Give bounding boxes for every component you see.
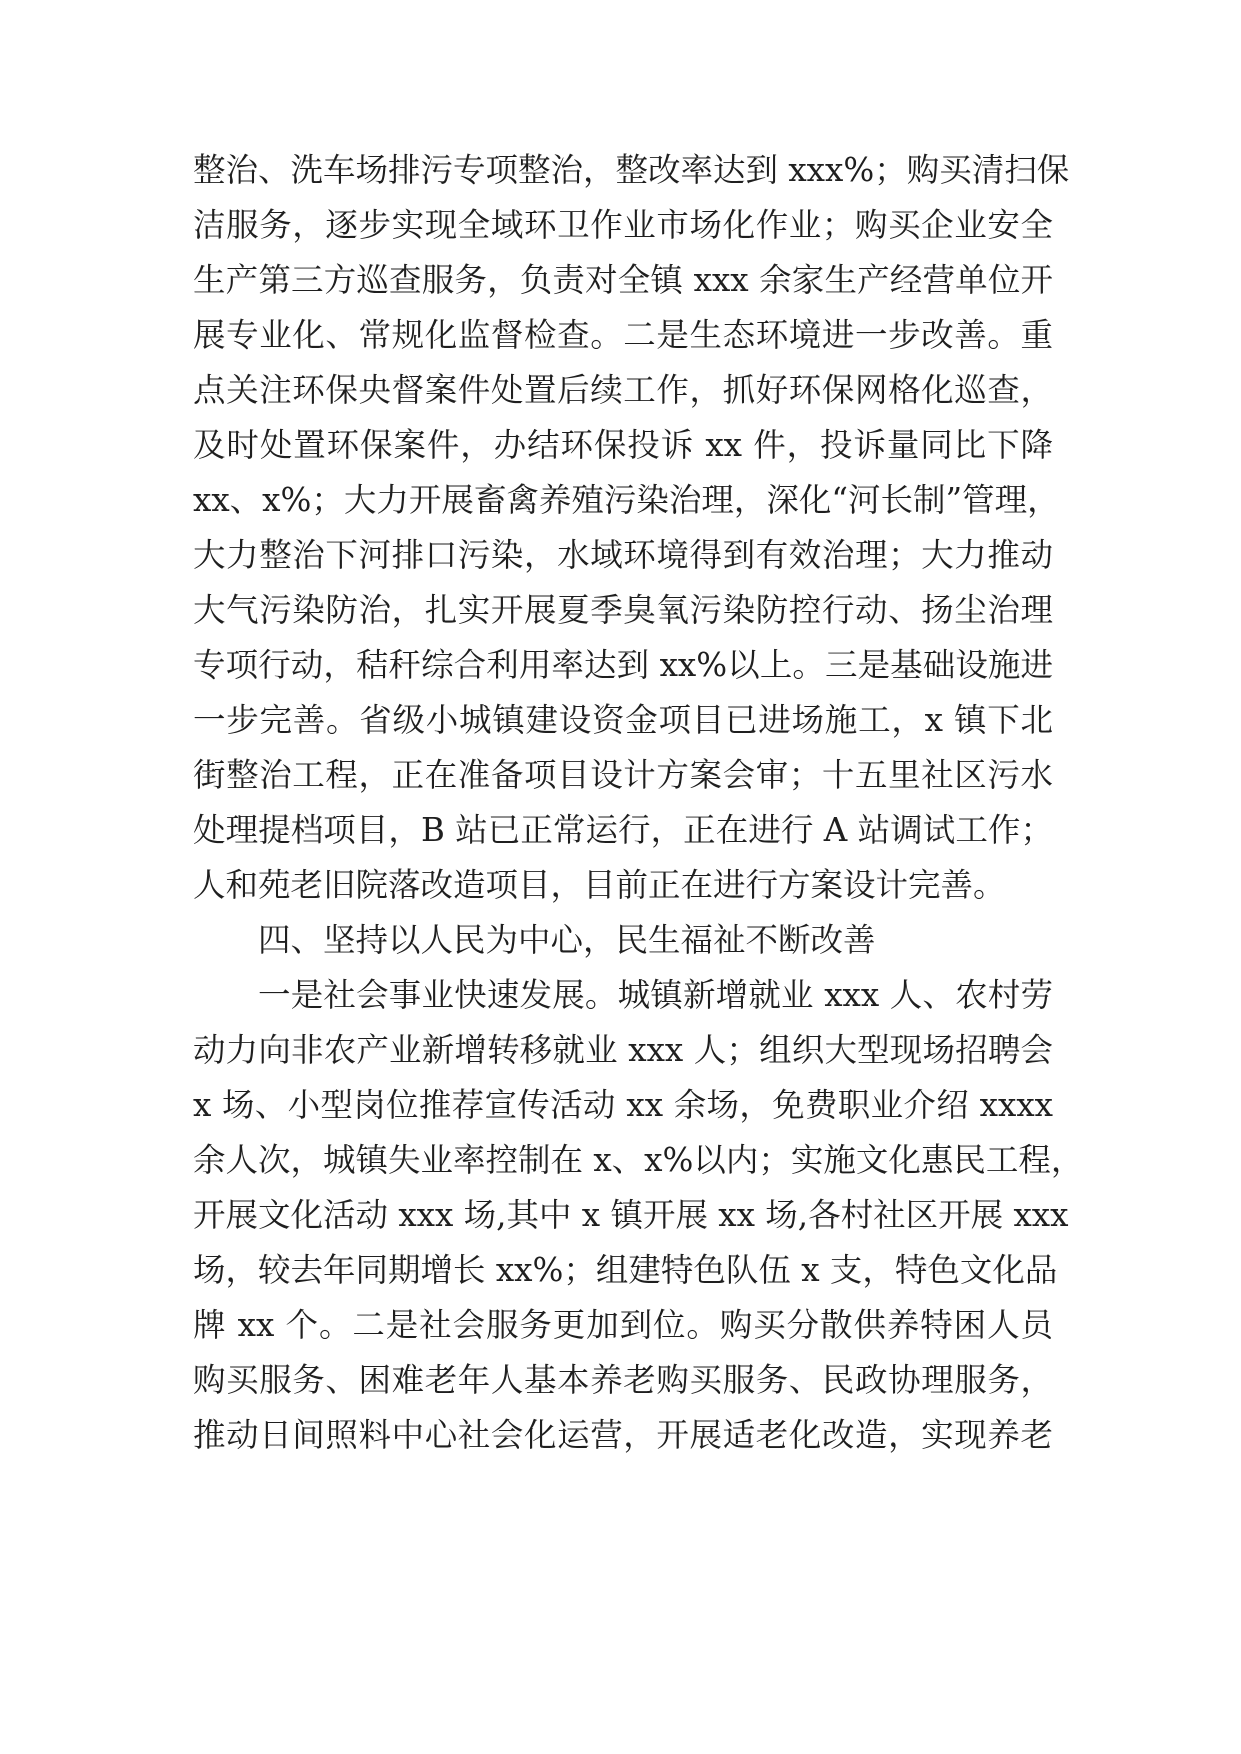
text-line: 一步完善。省级小城镇建设资金项目已进场施工，x 镇下北 bbox=[193, 701, 1053, 739]
text-line: 生产第三方巡查服务，负责对全镇 xxx 余家生产经营单位开 bbox=[193, 261, 1053, 299]
text-line: 余人次，城镇失业率控制在 x、x%以内；实施文化惠民工程， bbox=[193, 1141, 1084, 1179]
text-line: 大力整治下河排口污染，水域环境得到有效治理；大力推动 bbox=[193, 536, 1053, 574]
text-line: 场，较去年同期增长 xx%；组建特色队伍 x 支，特色文化品 bbox=[193, 1251, 1058, 1289]
text-line: 及时处置环保案件，办结环保投诉 xx 件，投诉量同比下降 bbox=[193, 426, 1053, 464]
text-line: 街整治工程，正在准备项目设计方案会审；十五里社区污水 bbox=[193, 756, 1053, 794]
text-line: 大气污染防治，扎实开展夏季臭氧污染防控行动、扬尘治理 bbox=[193, 591, 1053, 629]
text-line: 专项行动，秸秆综合利用率达到 xx%以上。三是基础设施进 bbox=[193, 646, 1053, 684]
text-line: 人和苑老旧院落改造项目，目前正在进行方案设计完善。 bbox=[193, 866, 1006, 904]
text-line: 点关注环保央督案件处置后续工作，抓好环保网格化巡查， bbox=[193, 371, 1053, 409]
text-line: 整治、洗车场排污专项整治，整改率达到 xxx%；购买清扫保 bbox=[193, 151, 1070, 189]
text-line: 一是社会事业快速发展。城镇新增就业 xxx 人、农村劳 bbox=[258, 976, 1053, 1014]
text-line: 展专业化、常规化监督检查。二是生态环境进一步改善。重 bbox=[193, 316, 1053, 354]
text-line: 开展文化活动 xxx 场,其中 x 镇开展 xx 场,各村社区开展 xxx bbox=[193, 1196, 1069, 1234]
text-line: 推动日间照料中心社会化运营，开展适老化改造，实现养老 bbox=[193, 1416, 1053, 1454]
text-line: 处理提档项目，B 站已正常运行，正在进行 A 站调试工作； bbox=[193, 811, 1053, 849]
text-line: 购买服务、困难老年人基本养老购买服务、民政协理服务， bbox=[193, 1361, 1053, 1399]
text-line: 动力向非农产业新增转移就业 xxx 人；组织大型现场招聘会 bbox=[193, 1031, 1053, 1069]
text-line: x 场、小型岗位推荐宣传活动 xx 余场，免费职业介绍 xxxx bbox=[193, 1086, 1053, 1124]
text-line: 洁服务，逐步实现全域环卫作业市场化作业；购买企业安全 bbox=[193, 206, 1053, 244]
section-heading: 四、坚持以人民为中心，民生福祉不断改善 bbox=[258, 921, 876, 959]
text-line: 牌 xx 个。二是社会服务更加到位。购买分散供养特困人员 bbox=[193, 1306, 1053, 1344]
text-line: xx、x%；大力开展畜禽养殖污染治理，深化“河长制”管理， bbox=[193, 481, 1060, 519]
